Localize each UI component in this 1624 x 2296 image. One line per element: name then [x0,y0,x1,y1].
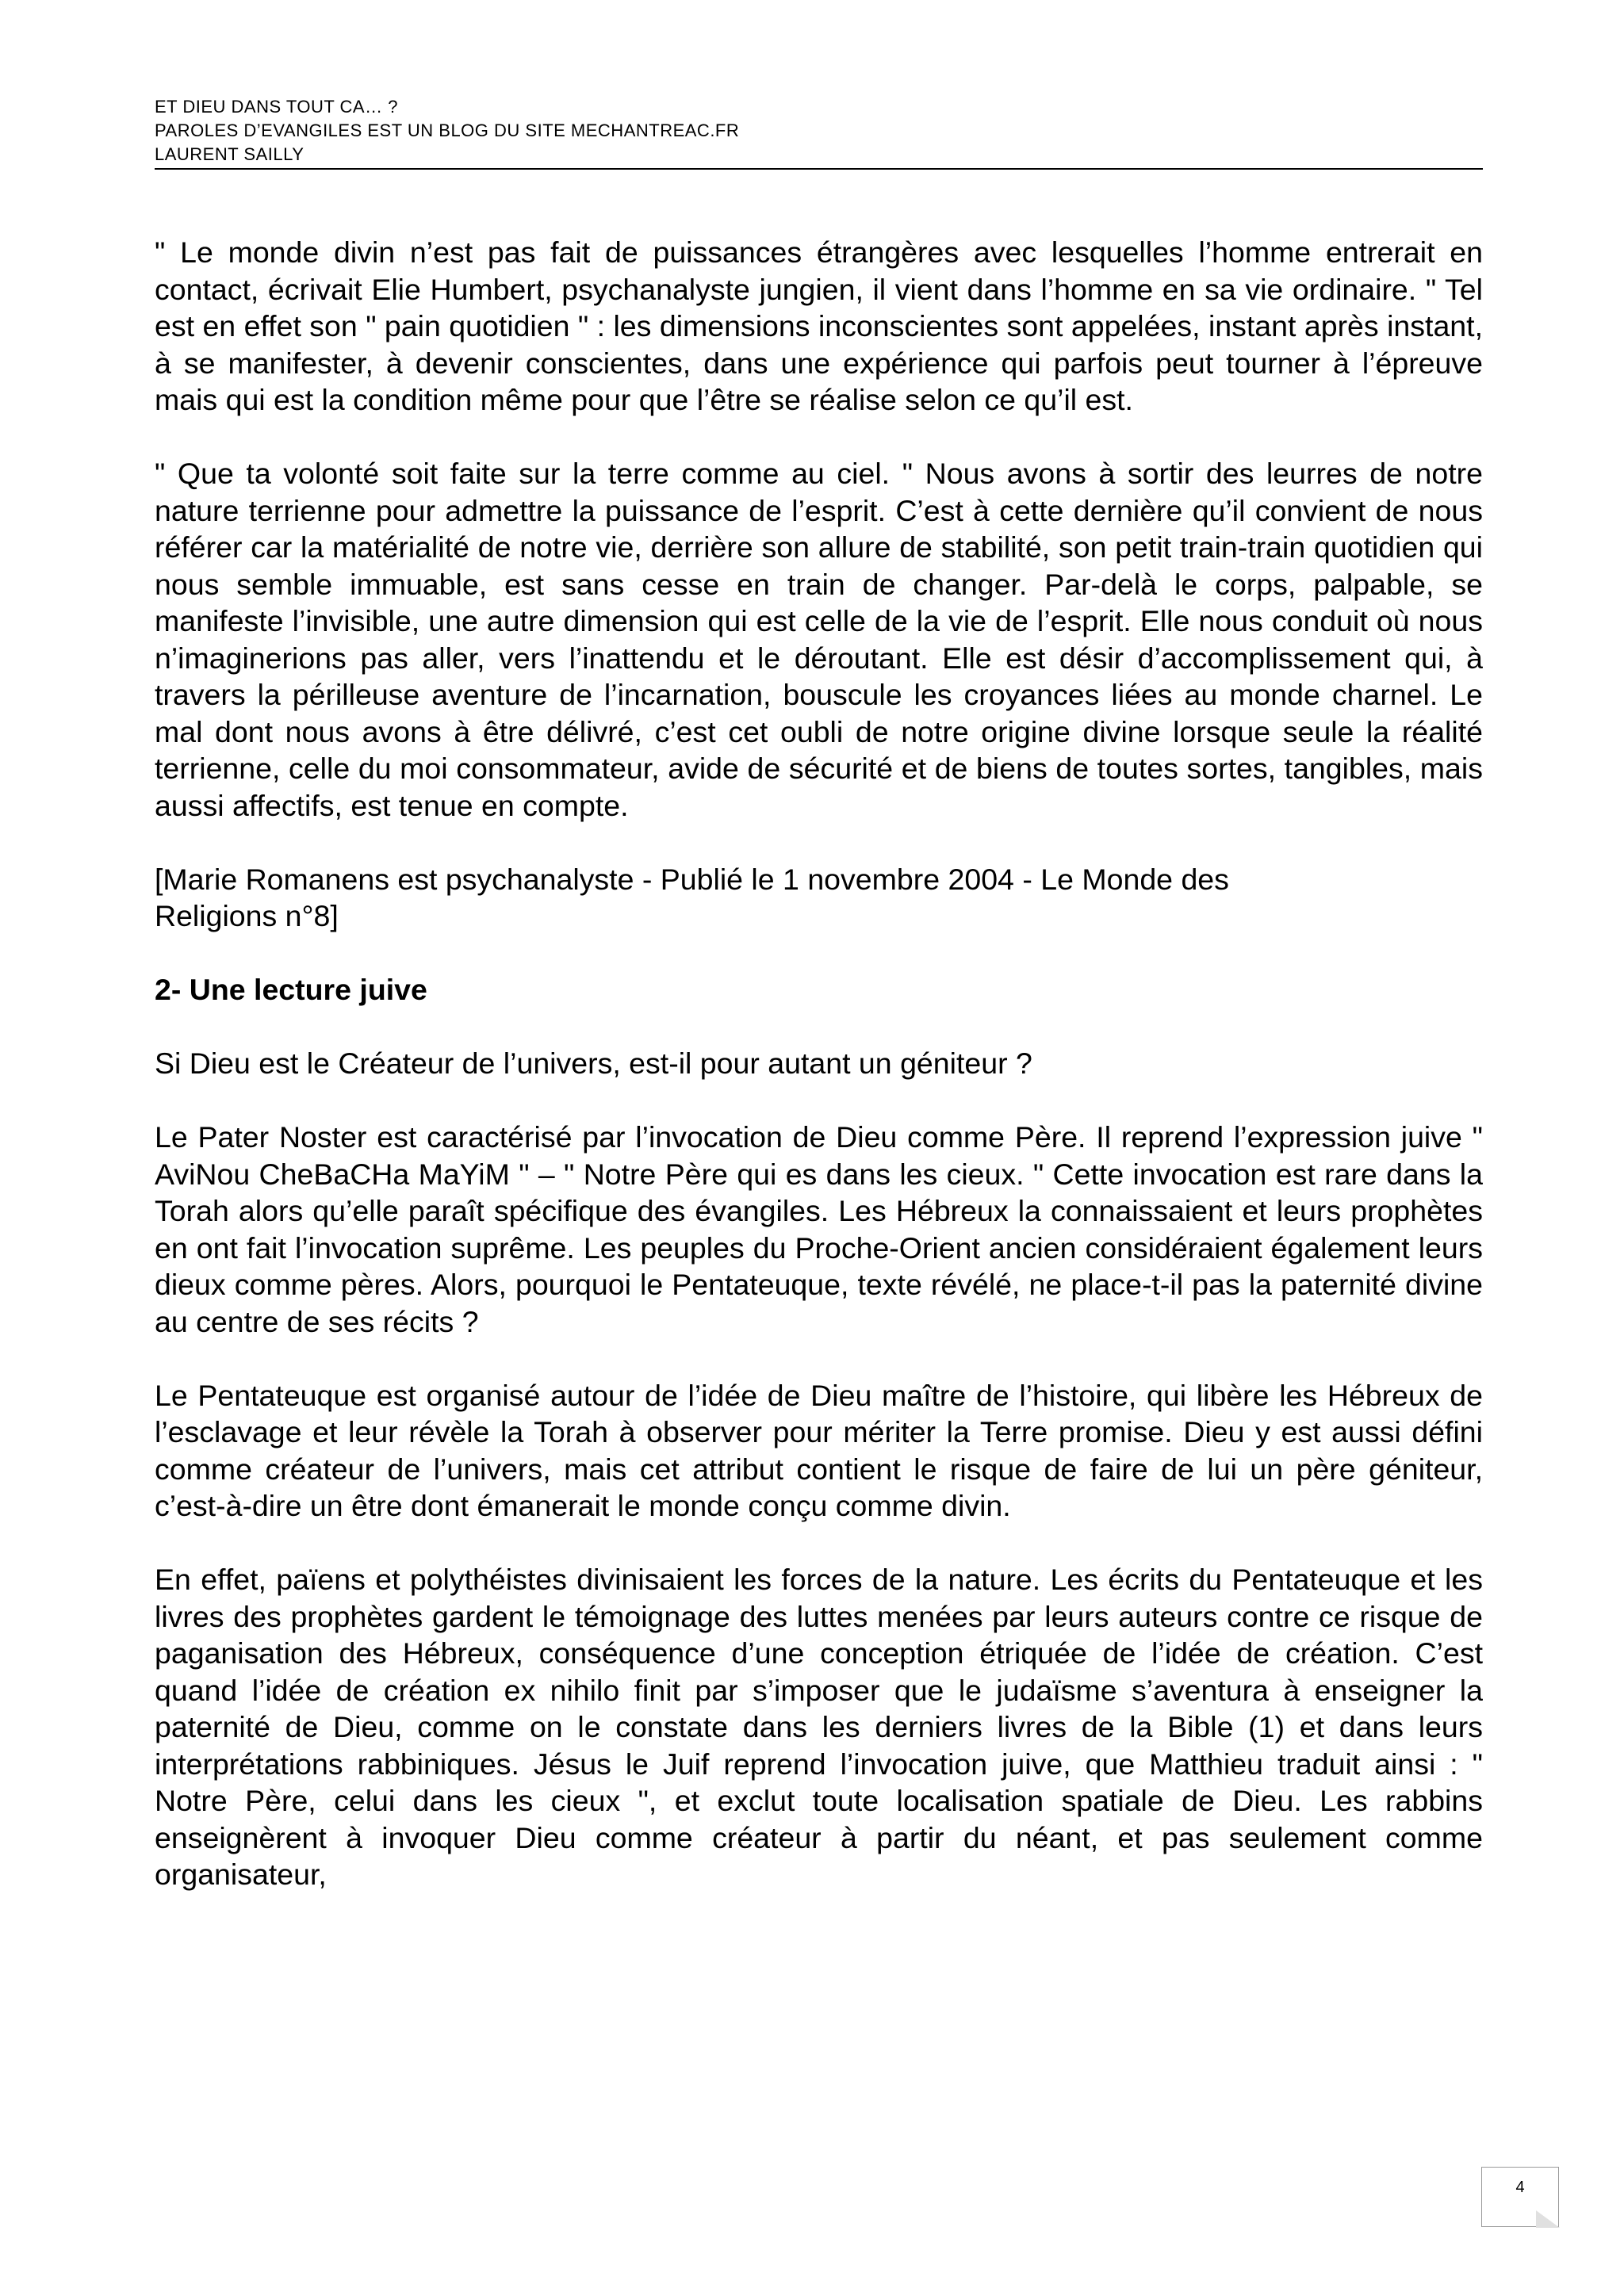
paragraph: En effet, païens et polythéistes divinisaient les forces de la nature. Les écrits du Pentateuque et les livres des prophètes gardent le témoignage des luttes menées par leurs auteurs contre ce risque de paganisation des Hébreux, conséquence d’une conception étriquée de l’idée de création. C’est quand l’idée de création ex nihilo finit par s’imposer que le judaïsme s’aventura à enseigner la paternité de Dieu, comme on le constate dans les derniers livres de la Bible (1) et dans leurs interprétations rabbiniques. Jésus le Juif reprend l’invocation juive, que Matthieu traduit ainsi : " Notre Père, celui dans les cieux ", et exclut toute localisation spatiale de Dieu. Les rabbins enseignèrent à invoquer Dieu comme créateur à partir du néant, et pas seulement comme organisateur, [155,1563,1483,1891]
page-number-box [1481,2167,1559,2227]
header-title: ET DIEU DANS TOUT CA… ? [155,97,398,117]
page-curl-icon [1536,2210,1560,2228]
source-citation-line: Religions n°8] [155,899,339,932]
header-subtitle: PAROLES D’EVANGILES EST UN BLOG DU SITE MECHANTREAC.FR [155,121,740,140]
page-number: 4 [1515,2179,1525,2196]
paragraph: " Que ta volonté soit faite sur la terre comme au ciel. " Nous avons à sortir des leurres de notre nature terrienne pour admettre la puissance de l’esprit. C’est à cette dernière qu’il convient de nous référer car la matérialité de notre vie, derrière son allure de stabilité, son petit train-train quotidien qui nous semble immuable, est sans cesse en train de changer. Par-delà le corps, palpable, se manifeste l’invisible, une autre dimension qui est celle de la vie de l’esprit. Elle nous conduit où nous n’imaginerions pas aller, vers l’inattendu et le déroutant. Elle est désir d’accomplissement qui, à travers la périlleuse aventure de l’incarnation, bouscule les croyances liées au monde charnel. Le mal dont nous avons à être délivré, c’est cet oubli de notre origine divine lorsque seule la réalité terrienne, celle du moi consommateur, avide de sécurité et de biens de toutes sortes, tangibles, mais aussi affectifs, est tenue en compte. [155,457,1483,822]
paragraph: Le Pater Noster est caractérisé par l’invocation de Dieu comme Père. Il reprend l’expression juive " AviNou CheBaCHa MaYiM " – " Notre Père qui es dans les cieux. " Cette invocation est rare dans la Torah alors qu’elle paraît spécifique des évangiles. Les Hébreux la connaissaient et leurs prophètes en ont fait l’invocation suprême. Les peuples du Proche-Orient ancien considéraient également leurs dieux comme pères. Alors, pourquoi le Pentateuque, texte révélé, ne place-t-il pas la paternité divine au centre de ses récits ? [155,1120,1483,1338]
paragraph: Le Pentateuque est organisé autour de l’idée de Dieu maître de l’histoire, qui libère les Hébreux de l’esclavage et leur révèle la Torah à observer pour mériter la Terre promise. Dieu y est aussi défini comme créateur de l’univers, mais cet attribut contient le risque de faire de lui un père géniteur, c’est-à-dire un être dont émanerait le monde conçu comme divin. [155,1378,1483,1522]
paragraph: Si Dieu est le Créateur de l’univers, est-il pour autant un géniteur ? [155,1047,1032,1080]
section-heading: 2- Une lecture juive [155,973,427,1006]
source-citation-line: [Marie Romanens est psychanalyste - Publié le 1 novembre 2004 - Le Monde des [155,862,1229,896]
header-author: LAURENT SAILLY [155,144,304,164]
source-citation [155,861,1483,935]
document-body [155,234,1483,1930]
page-header [155,95,1483,170]
paragraph: " Le monde divin n’est pas fait de puissances étrangères avec lesquelles l’homme entrerait en contact, écrivait Elie Humbert, psychanalyste jungien, il vient dans l’homme en sa vie ordinaire. " Tel est en effet son " pain quotidien " : les dimensions inconscientes sont appelées, instant après instant, à se manifester, à devenir conscientes, dans une expérience qui parfois peut tourner à l’épreuve mais qui est la condition même pour que l’être se réalise selon ce qu’il est. [155,235,1483,416]
